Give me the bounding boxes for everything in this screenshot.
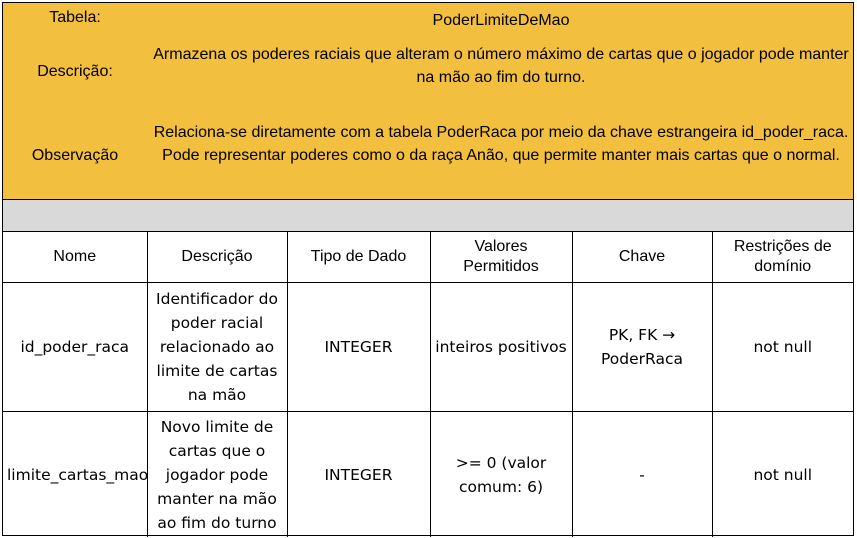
header-chave: Chave xyxy=(572,232,712,283)
cell-valores: inteiros positivos xyxy=(430,283,572,412)
table-label: Tabela: xyxy=(49,9,101,26)
cell-restricoes: not null xyxy=(753,465,813,484)
description-label: Descrição: xyxy=(37,63,113,80)
cell-chave: PK, FK → PoderRaca xyxy=(572,283,712,412)
cell-chave: - xyxy=(572,412,712,538)
cell-descricao: Novo limite de cartas que o jogador pode manter na mão ao fim do turno xyxy=(147,412,287,538)
header-descricao: Descrição xyxy=(147,232,287,283)
cell-nome: id_poder_raca xyxy=(3,283,147,412)
header-tipo: Tipo de Dado xyxy=(287,232,430,283)
description-row xyxy=(3,33,853,105)
columns-table xyxy=(3,232,853,537)
column-header-row xyxy=(3,232,853,283)
observation-row xyxy=(3,105,853,200)
table-row xyxy=(3,412,853,538)
table-row xyxy=(3,283,853,412)
cell-descricao: Identificador do poder racial relacionado ao limite de cartas na mão xyxy=(147,283,287,412)
cell-valores: >= 0 (valor comum: 6) xyxy=(430,412,572,538)
data-dictionary-sheet xyxy=(2,2,854,536)
table-name: PoderLimiteDeMao xyxy=(432,12,570,29)
observation-label: Observação xyxy=(31,147,119,164)
header-nome: Nome xyxy=(3,232,147,283)
description-text: Armazena os poderes raciais que alteram o número máximo de cartas que o jogador pode manter na mão ao fim do turno. xyxy=(153,46,849,86)
cell-tipo: INTEGER xyxy=(287,283,430,412)
observation-text: Relaciona-se diretamente com a tabela PoderRaca por meio da chave estrangeira id_poder_raca. Pode representar poderes como o da raça Anão, que permite manter mais cartas que o normal. xyxy=(153,124,849,164)
header-valores: Valores Permitidos xyxy=(430,232,572,283)
header-restricoes: Restrições de domínio xyxy=(712,232,853,283)
cell-nome: limite_cartas_mao xyxy=(3,412,147,538)
cell-restricoes: not null xyxy=(712,283,853,412)
cell-tipo: INTEGER xyxy=(287,412,430,538)
table-name-row xyxy=(3,3,853,33)
separator-band xyxy=(3,200,853,232)
